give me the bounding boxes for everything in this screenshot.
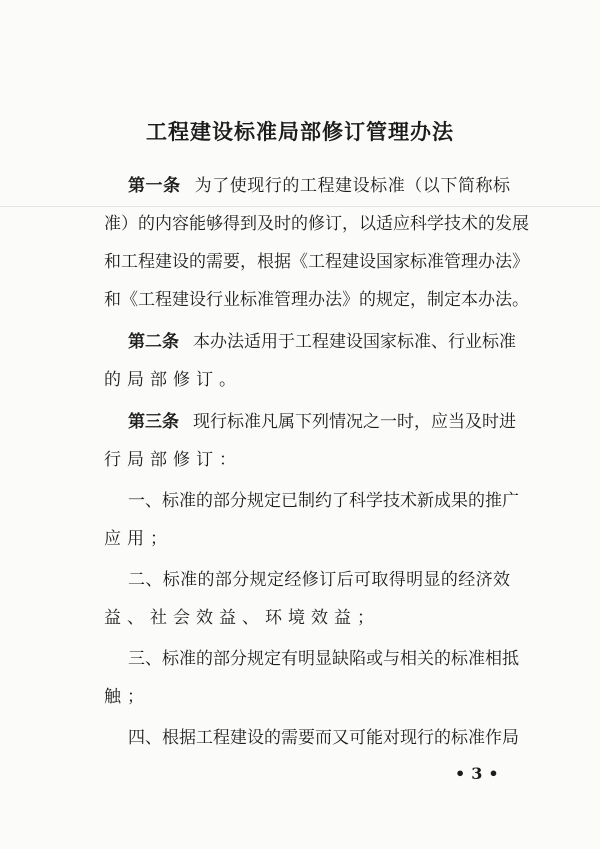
item-2-line-1: 二、标准的部分规定经修订后可取得明显的经济效: [128, 570, 510, 590]
item-1-line-1: 一、标准的部分规定已制约了科学技术新成果的推广: [128, 491, 519, 511]
body-line: 行局部修订：: [104, 450, 242, 470]
article-2-line-1: [128, 330, 516, 354]
body-line: 和工程建设的需要，根据《工程建设国家标准管理办法》: [104, 252, 529, 272]
article-label: 第三条: [128, 412, 179, 432]
article-3-line-1: [128, 410, 516, 434]
article-1-line-1: [128, 174, 510, 198]
body-line: 的局部修订。: [104, 370, 242, 390]
article-label: 第一条: [128, 176, 181, 196]
item-3-line-1: 三、标准的部分规定有明显缺陷或与相关的标准相抵: [128, 649, 519, 669]
scan-artifact-line: [0, 206, 600, 207]
line-text: 本办法适用于工程建设国家标准、行业标准: [193, 332, 516, 352]
body-line: 益、社会效益、环境效益；: [104, 608, 380, 628]
line-text: 现行标准凡属下列情况之一时，应当及时进: [193, 412, 516, 432]
page-number: •3•: [455, 764, 505, 783]
body-line: 应用；: [104, 529, 173, 549]
document-title: 工程建设标准局部修订管理办法: [146, 119, 454, 144]
item-4-line-1: 四、根据工程建设的需要而又可能对现行的标准作局: [128, 728, 519, 748]
line-text: 为了使现行的工程建设标准（以下简称标: [194, 176, 511, 196]
body-line: 和《工程建设行业标准管理办法》的规定，制定本办法。: [104, 290, 529, 310]
article-label: 第二条: [128, 332, 179, 352]
body-line: 准）的内容能够得到及时的修订，以适应科学技术的发展: [104, 214, 529, 234]
body-line: 触；: [104, 687, 150, 707]
